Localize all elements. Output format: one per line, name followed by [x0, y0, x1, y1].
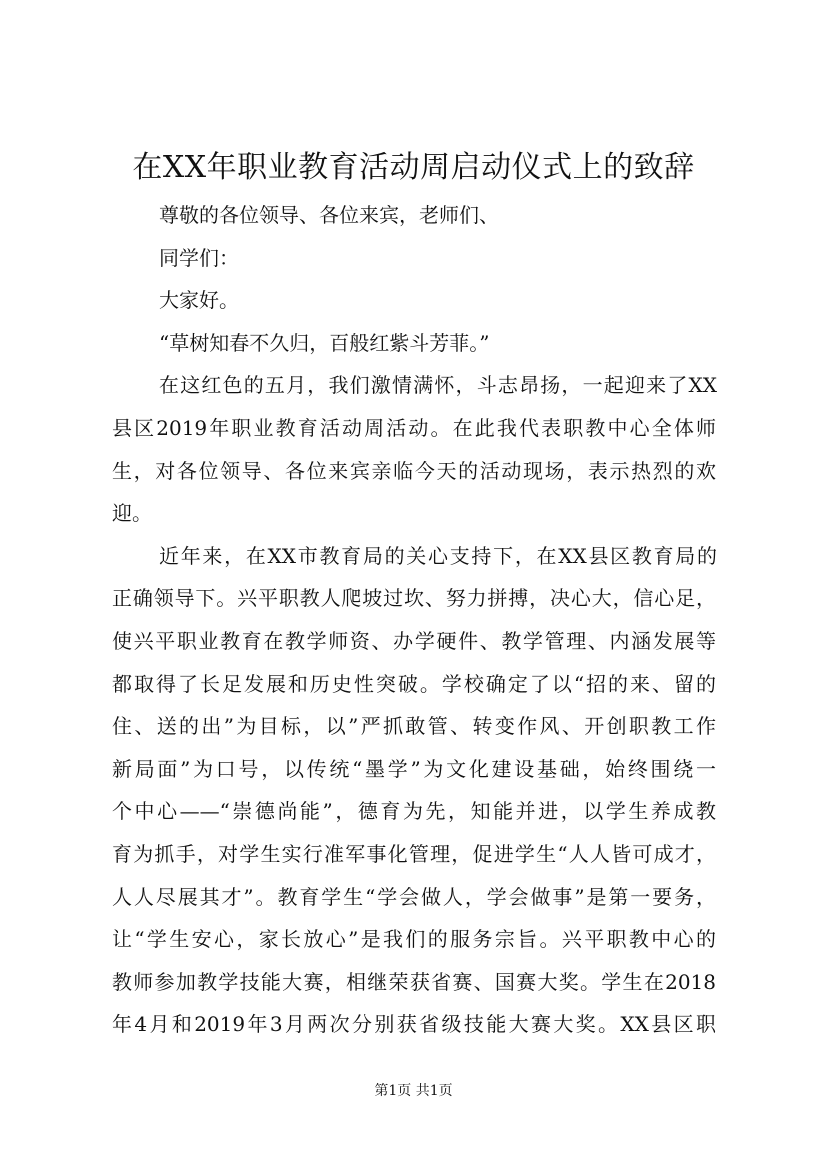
paragraph-line: 大家好。: [159, 288, 239, 312]
paragraph-line: 在这红色的五月，我们激情满怀，斗志昂扬，一起迎来了XX: [159, 373, 717, 397]
paragraph-line: 新局面”为口号，以传统“墨学”为文化建设基础，始终围绕一: [112, 757, 716, 781]
paragraph-line: 正确领导下。兴平职教人爬坡过坎、努力拼搏，决心大，信心足，: [112, 586, 716, 610]
paragraph-line: 教师参加教学技能大赛，相继荣获省赛、国赛大奖。学生在2018: [112, 970, 716, 994]
paragraph-line: 迎。: [112, 501, 152, 525]
paragraph-line: 使兴平职业教育在教学师资、办学硬件、教学管理、内涵发展等: [112, 629, 716, 653]
paragraph-line: 尊敬的各位领导、各位来宾，老师们、: [159, 203, 499, 227]
paragraph-line: 生，对各位领导、各位来宾亲临今天的活动现场，表示热烈的欢: [112, 459, 716, 483]
paragraph-line: 年4月和2019年3月两次分别获省级技能大赛大奖。XX县区职: [112, 1012, 716, 1036]
page-number-footer: 第1页 共1页: [374, 1083, 453, 1099]
paragraph-line: 让“学生安心，家长放心”是我们的服务宗旨。兴平职教中心的: [112, 927, 716, 951]
paragraph-line: 县区2019年职业教育活动周活动。在此我代表职教中心全体师: [112, 416, 716, 440]
paragraph-line: 个中心——“崇德尚能”，德育为先，知能并进，以学生养成教: [112, 799, 716, 823]
document-title: 在XX年职业教育活动周启动仪式上的致辞: [132, 150, 695, 185]
paragraph-line: 住、送的出”为目标，以”严抓敢管、转变作风、开创职教工作: [112, 714, 716, 738]
paragraph-line: 育为抓手，对学生实行准军事化管理，促进学生“人人皆可成才，: [112, 842, 716, 866]
paragraph-line: 近年来，在XX市教育局的关心支持下，在XX县区教育局的: [159, 544, 717, 568]
paragraph-line: “草树知春不久归，百般红紫斗芳菲。”: [159, 331, 490, 355]
paragraph-line: 同学们：: [159, 246, 239, 270]
paragraph-line: 都取得了长足发展和历史性突破。学校确定了以“招的来、留的: [112, 672, 716, 696]
paragraph-line: 人人尽展其才”。教育学生“学会做人，学会做事”是第一要务，: [112, 885, 716, 909]
